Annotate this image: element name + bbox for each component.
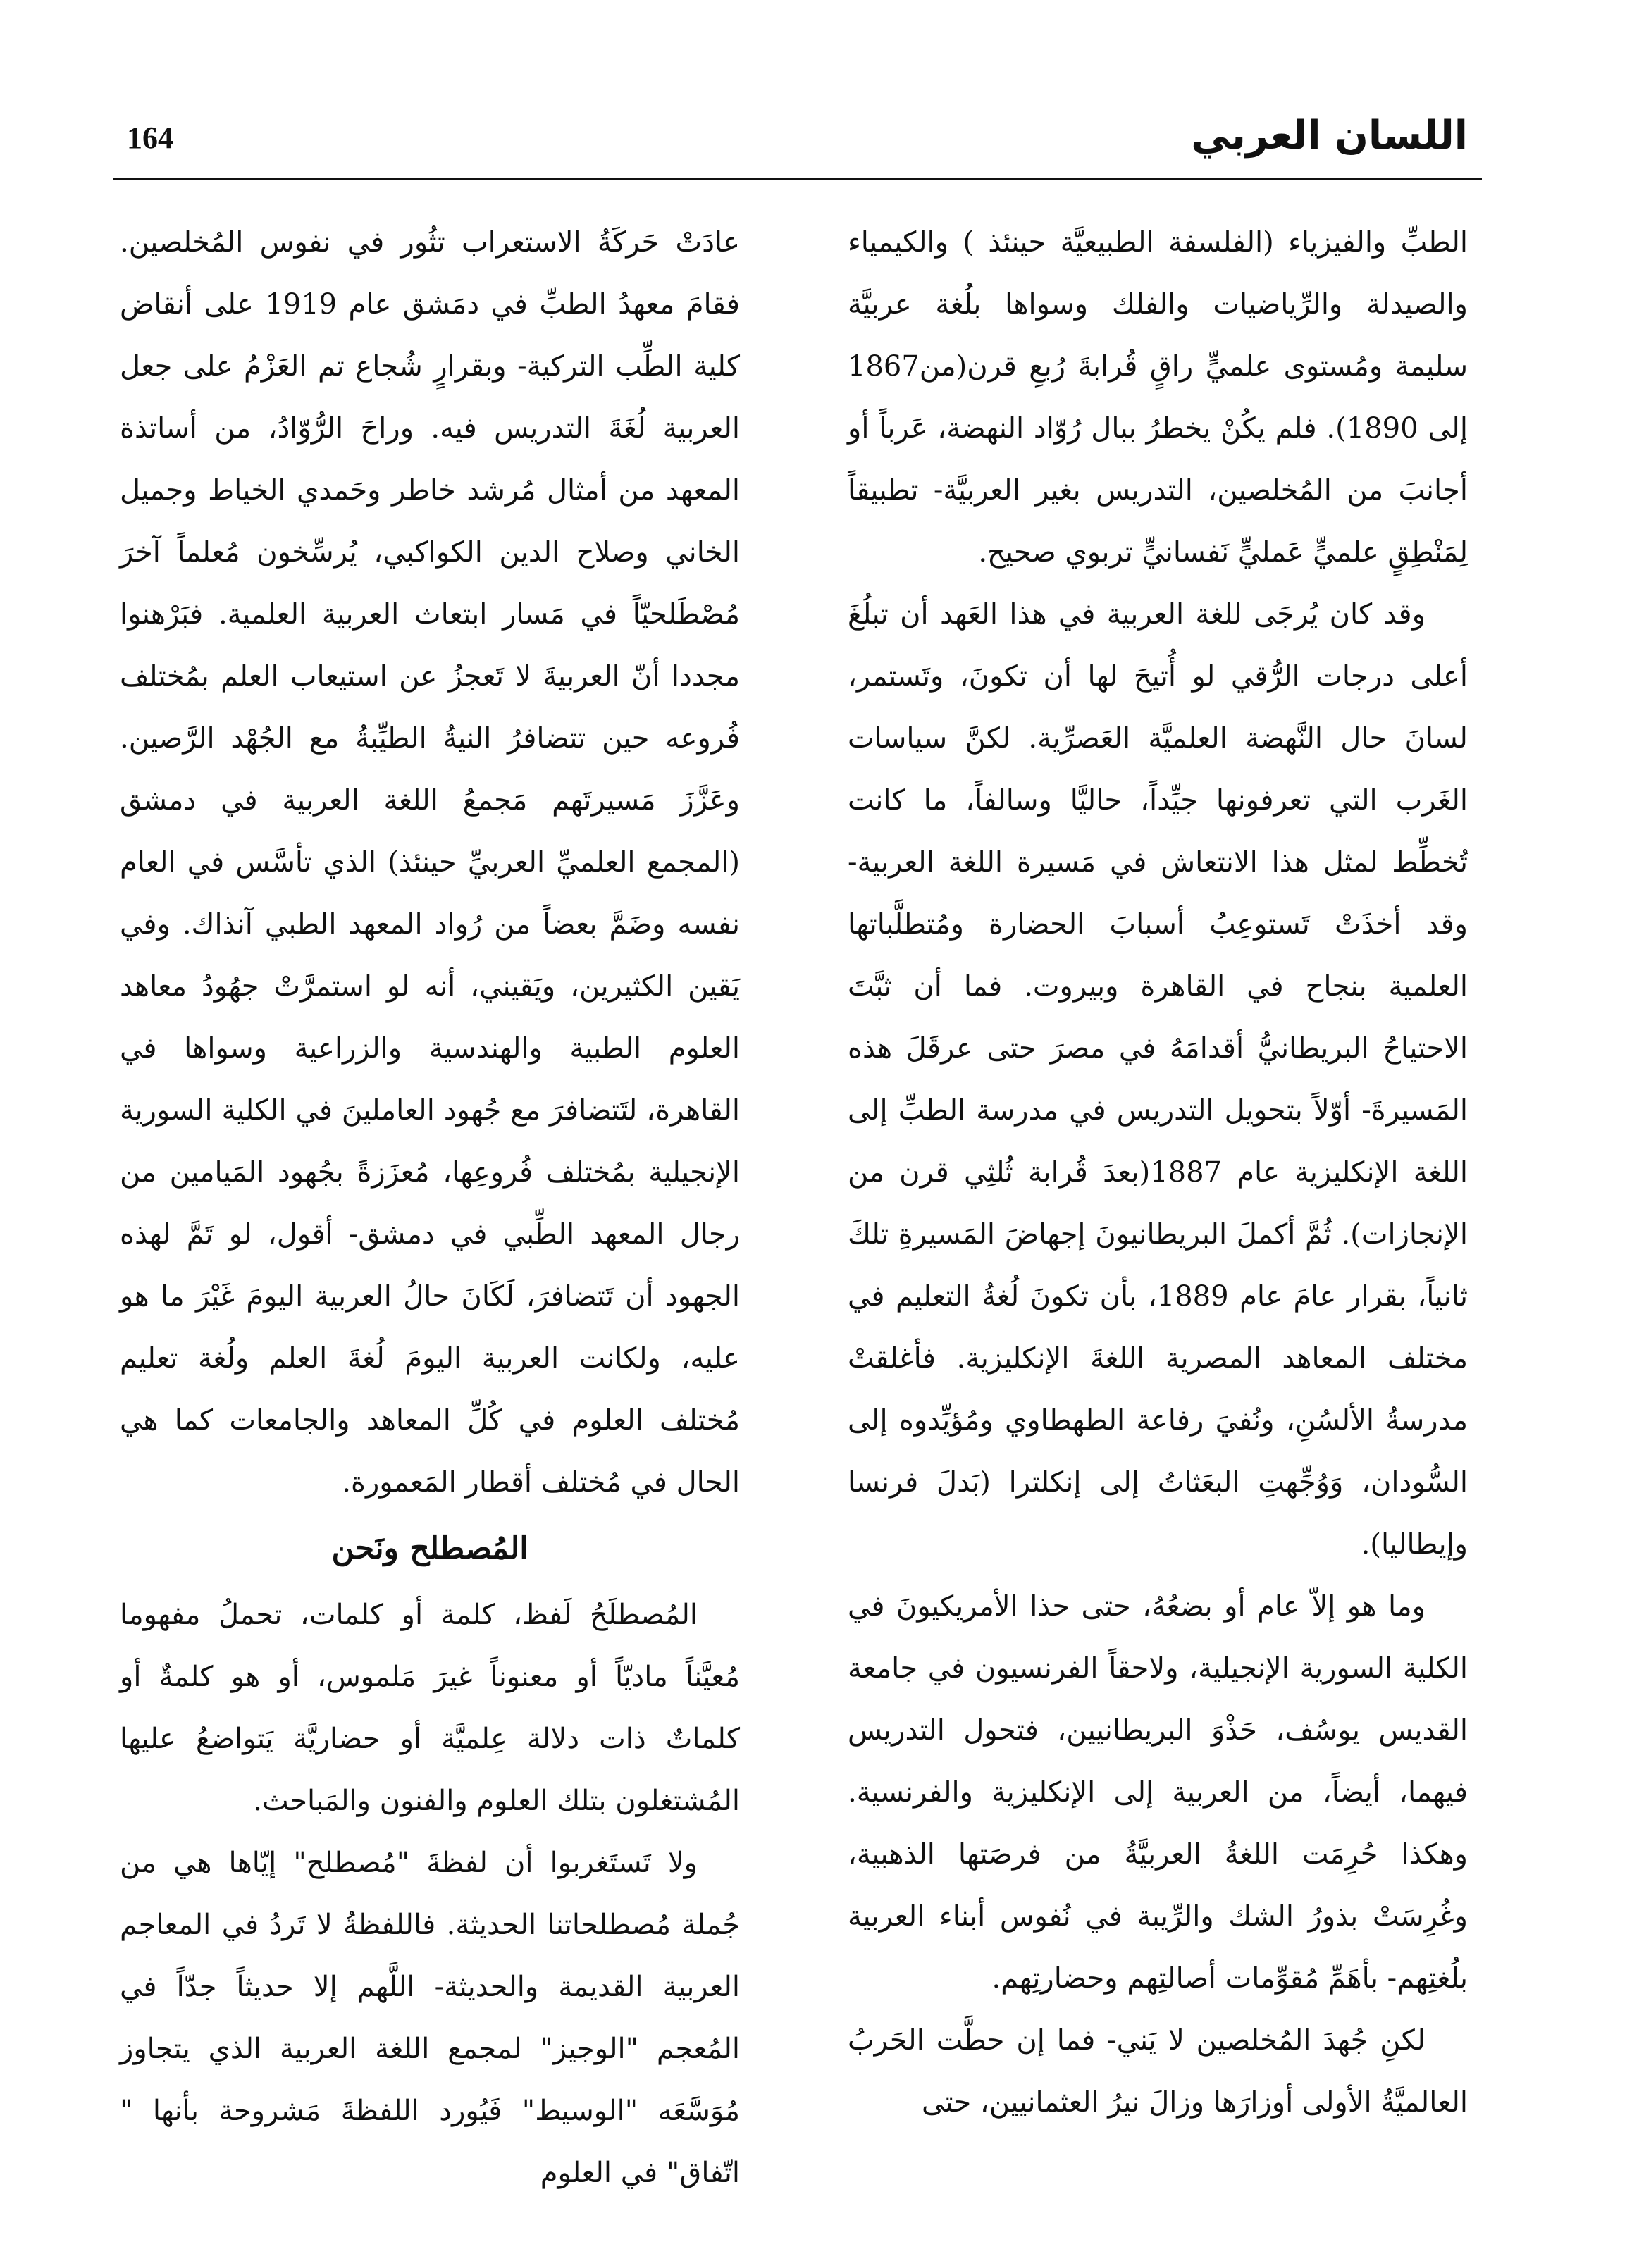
paragraph: عادَتْ حَركَةُ الاستعراب تثُور في نفوس المُخلصين. فقامَ معهدُ الطبِّ في دمَشق عام 1919 على أنقاض كلية الطِّب التركية- وبقرارٍ شُجاع تم العَزْمُ على جعل العربية لُغَةَ التدريس فيه. وراحَ الرُّوّادُ، من أساتذة المعهد من أمثال مُرشد خاطر وحَمدي الخياط وجميل الخاني وصلاح الدين الكواكبي، يُرسِّخون مُعلماً آخرَ مُصْطَلحيّاً في مَسار ابتعاث العربية العلمية. فبَرْهنوا مجددا أنّ العربيةَ لا تَعجزُ عن استيعاب العلم بمُختلف فُروعه حين تتضافرُ النيةُ الطيِّبةُ مع الجُهْد الرَّصين. وعَزَّزَ مَسيرتَهم مَجمعُ اللغة العربية في دمشق (المجمع العلميِّ العربيِّ حينئذ) الذي تأسَّس في العام نفسه وضَمَّ بعضاً من رُواد المعهد الطبي آنذاك. وفي يَقين الكثيرين، ويَقيني، أنه لو استمرَّتْ جهُودُ معاهد العلوم الطبية والهندسية والزراعية وسواها في القاهرة، لتَتضافرَ مع جُهود العاملينَ في الكلية السورية الإنجيلية بمُختلف فُروعِها، مُعزَزةً بجُهود المَيامين من رجال المعهد الطِّبي في دمشق- أقول، لو تَمَّ لهذه الجهود أن تَتضافرَ، لَكَانَ حالُ العربية اليومَ غَيْرَ ما هو عليه، ولكانت العربية اليومَ لُغةَ العلم ولُغة تعليم مُختلف العلوم في كُلِّ المعاهد والجامعات كما هي الحال في مُختلف أقطار المَعمورة. [120, 226, 741, 1499]
paragraph: المُصطلَحُ لَفظ، كلمة أو كلمات، تحملُ مفهوما مُعيَّناً ماديّاً أو معنوناً غيرَ مَلموس، أو هو كلمةٌ أو كلماتٌ ذات دلالة عِلميَّة أو حضاريَّة يَتواضعُ عليها المُشتغلون بتلك العلوم والفنون والمَباحث. [120, 1599, 740, 1817]
paragraph: لكنِ جُهدَ المُخلصين لا يَني- فما إن حطَّت الحَربُ العالميَّةُ الأولى أوزارَها وزالَ نيرُ العثمانيين، حتى [848, 2024, 1468, 2119]
right-column [848, 211, 1468, 2133]
paragraph: وما هو إلاّ عام أو بضعُهُ، حتى حذا الأمريكيونَ في الكلية السورية الإنجيلية، ولاحقاً الفرنسيون في جامعة القديس يوسُف، حَذْوَ البريطانيين، فتحول التدريس فيهما، أيضاً، من العربية إلى الإنكليزية والفرنسية. وهكذا حُرِمَت اللغةُ العربيَّةُ من فرصَتها الذهبية، وغُرِسَتْ بذورُ الشك والرِّيبة في نُفوس أبناء العربية بلُغتِهم- بأهَمِّ مُقوِّمات أصالتِهم وحضارتِهم. [848, 1590, 1468, 1995]
journal-title: اللسان العربي [1191, 113, 1468, 159]
section-heading: المُصطلح ونَحن [331, 1530, 528, 1566]
header-divider [113, 178, 1482, 180]
page-header [113, 106, 1482, 169]
paragraph: ولا تَستَغربوا أن لفظةَ "مُصطلح" إيّاها هي من جُملة مُصطلحاتنا الحديثة. فاللفظةُ لا تَردُ في المعاجم العربية القديمة والحديثة- اللَّهم إلا حديثاً جدّاً في المُعجم "الوجيز" لمجمع اللغة العربية الذي يتجاوز مُوَسَّعَه "الوسيط" فَيُورد اللفظةَ مَشروحة بأنها " اتّفاق" في العلوم [120, 1847, 740, 2189]
left-column [120, 211, 740, 2204]
paragraph: الطبِّ والفيزياء (الفلسفة الطبيعيَّة حينئذ ) والكيمياء والصيدلة والرِّياضيات والفلك وسواها بلُغة عربيَّة سليمة ومُستوى علميٍّ راقٍ قُرابةَ رُبعِ قرن(من1867 إلى 1890). فلم يكُنْ يخطرُ ببال رُوّاد النهضة، عَرباً أو أجانبَ من المُخلصين، التدريس بغير العربيَّة- تطبيقاً لِمَنْطِقٍ علميٍّ عَمليٍّ نَفسانيٍّ تربوي صحيح. [848, 226, 1468, 569]
page-number: 164 [127, 120, 173, 155]
paragraph: وقد كان يُرجَى للغة العربية في هذا العَهد أن تبلُغَ أعلى درجات الرُّقي لو أُتيحَ لها أن تكونَ، وتَستمر، لسانَ حال النَّهضة العلميَّة العَصرِّية. لكنَّ سياسات الغَرب التي تعرفونها جيِّداً، حاليَّا وسالفاً، ما كانت تُخطِّط لمثل هذا الانتعاش في مَسيرة اللغة العربية- وقد أخذَتْ تَستوعِبُ أسبابَ الحضارة ومُتطلَّباتها العلمية بنجاح في القاهرة وبيروت. فما أن ثبَّتَ الاحتياحُ البريطانيُّ أقدامَهُ في مصرَ حتى عرقَلَ هذه المَسيرةَ- أوّلاً بتحويل التدريس في مدرسة الطبِّ إلى اللغة الإنكليزية عام 1887(بعدَ قُرابة ثُلثِي قرن من الإنجازات). ثُمَّ أكملَ البريطانيونَ إجهاضَ المَسيرةِ تلكَ ثانياً، بقرار عامَ عام 1889، بأن تكونَ لُغةُ التعليم في مختلف المعاهد المصرية اللغةَ الإنكليزية. فأغلقتْ مدرسةُ الألسُنِ، ونُفيَ رفاعة الطهطاوي ومُؤيِّدوه إلى السُّودان، وَوُجِّهتِ البعَثاتُ إلى إنكلترا (بَدلَ فرنسا وإيطاليا). [848, 598, 1468, 1561]
